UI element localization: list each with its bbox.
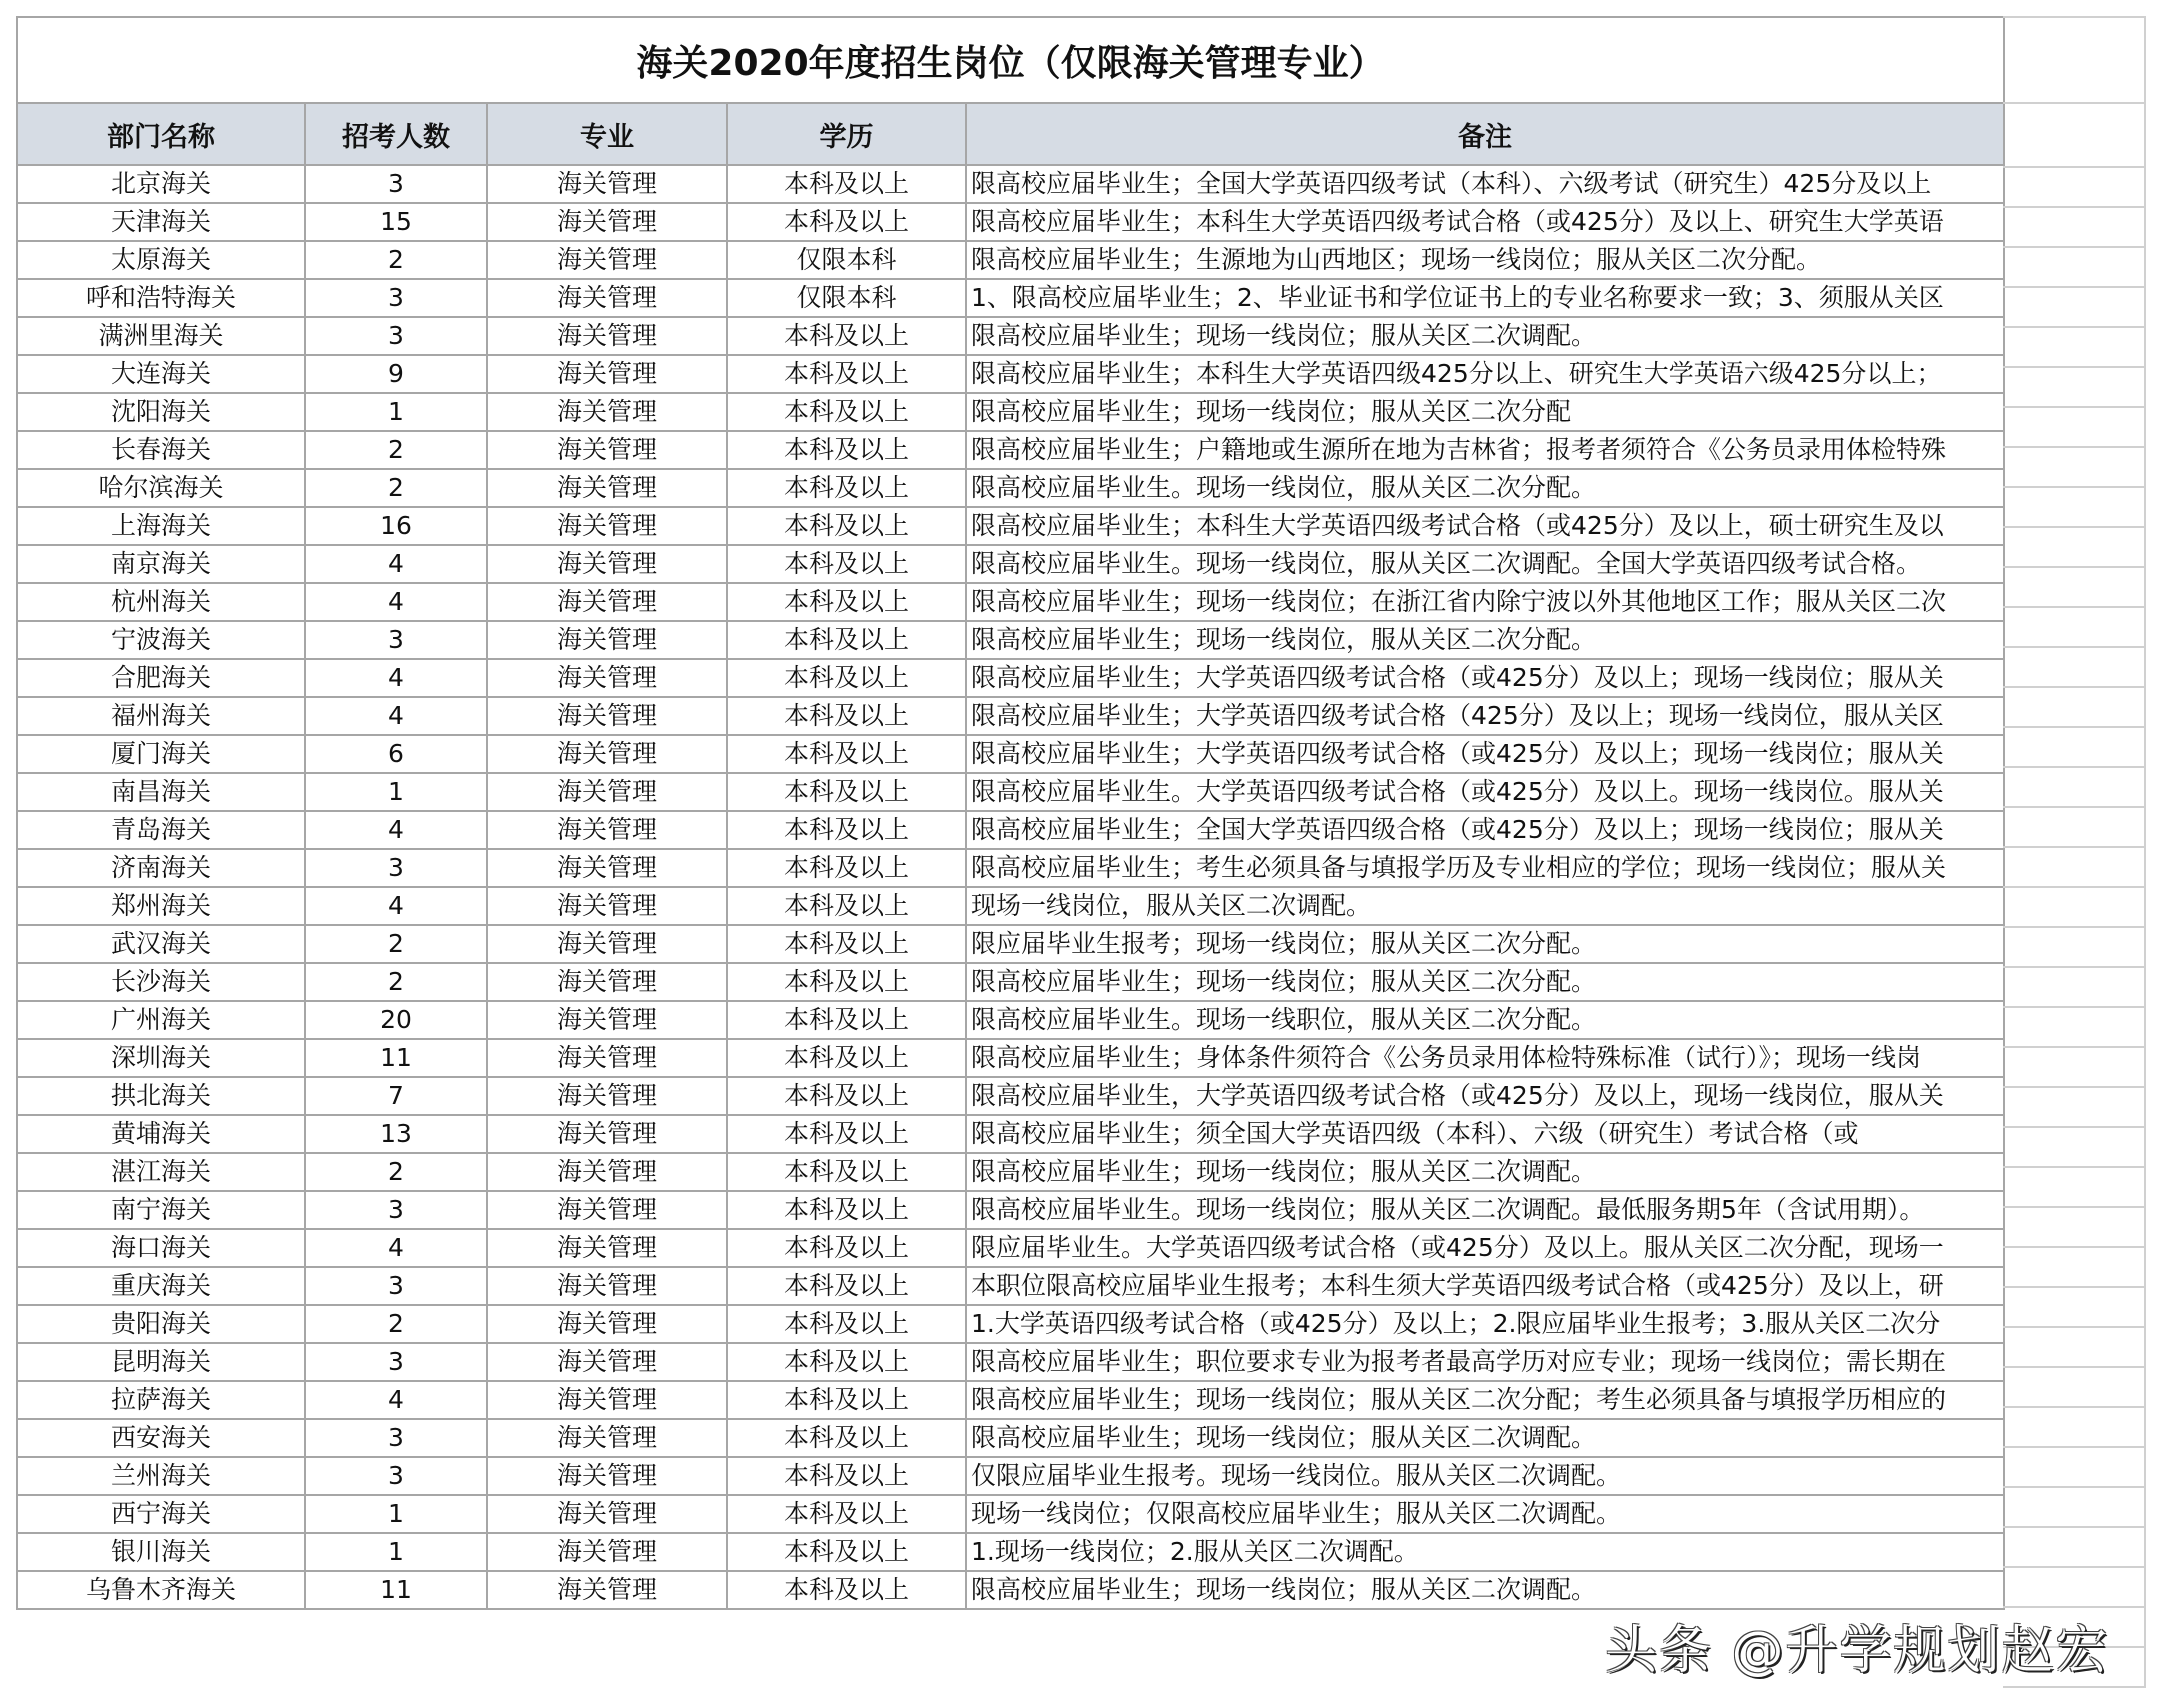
major-cell[interactable]: 海关管理 bbox=[487, 1571, 727, 1609]
empty-cell[interactable] bbox=[2003, 448, 2146, 488]
department-cell[interactable]: 广州海关 bbox=[17, 1001, 305, 1039]
department-cell[interactable]: 青岛海关 bbox=[17, 811, 305, 849]
remarks-cell[interactable]: 限高校应届毕业生；全国大学英语四级合格（或425分）及以上；现场一线岗位；服从关 bbox=[966, 811, 2004, 849]
remarks-cell[interactable]: 限高校应届毕业生；现场一线岗位；服从关区二次调配。 bbox=[966, 317, 2004, 355]
education-cell[interactable]: 本科及以上 bbox=[727, 1153, 966, 1191]
count-cell[interactable]: 3 bbox=[305, 1267, 487, 1305]
watermark: 头条 @升学规划赵宏 bbox=[1605, 1621, 2110, 1681]
empty-cell[interactable] bbox=[2003, 1448, 2146, 1488]
major-cell[interactable]: 海关管理 bbox=[487, 773, 727, 811]
empty-cell[interactable] bbox=[2003, 248, 2146, 288]
table-row bbox=[17, 1305, 2004, 1343]
major-cell[interactable]: 海关管理 bbox=[487, 393, 727, 431]
department-cell[interactable]: 满洲里海关 bbox=[17, 317, 305, 355]
count-cell[interactable]: 2 bbox=[305, 241, 487, 279]
table-row bbox=[17, 849, 2004, 887]
major-cell[interactable]: 海关管理 bbox=[487, 279, 727, 317]
column-header-major[interactable]: 专业 bbox=[487, 103, 727, 165]
count-cell[interactable]: 1 bbox=[305, 1495, 487, 1533]
major-cell[interactable]: 海关管理 bbox=[487, 1267, 727, 1305]
major-cell[interactable]: 海关管理 bbox=[487, 887, 727, 925]
table-row bbox=[17, 317, 2004, 355]
table-row bbox=[17, 507, 2004, 545]
remarks-cell[interactable]: 限应届毕业生报考；现场一线岗位；服从关区二次分配。 bbox=[966, 925, 2004, 963]
remarks-cell[interactable]: 限高校应届毕业生；身体条件须符合《公务员录用体检特殊标准（试行）》；现场一线岗 bbox=[966, 1039, 2004, 1077]
remarks-cell[interactable]: 限高校应届毕业生。现场一线岗位，服从关区二次调配。全国大学英语四级考试合格。 bbox=[966, 545, 2004, 583]
department-cell[interactable]: 湛江海关 bbox=[17, 1153, 305, 1191]
education-cell[interactable]: 本科及以上 bbox=[727, 1267, 966, 1305]
major-cell[interactable]: 海关管理 bbox=[487, 1419, 727, 1457]
education-cell[interactable]: 本科及以上 bbox=[727, 583, 966, 621]
table-row bbox=[17, 1533, 2004, 1571]
count-cell[interactable]: 4 bbox=[305, 583, 487, 621]
department-cell[interactable]: 南昌海关 bbox=[17, 773, 305, 811]
table-row bbox=[17, 165, 2004, 203]
major-cell[interactable]: 海关管理 bbox=[487, 1001, 727, 1039]
remarks-cell[interactable]: 限高校应届毕业生；现场一线岗位；服从关区二次分配。 bbox=[966, 963, 2004, 1001]
count-cell[interactable]: 4 bbox=[305, 811, 487, 849]
education-cell[interactable]: 本科及以上 bbox=[727, 165, 966, 203]
department-cell[interactable]: 厦门海关 bbox=[17, 735, 305, 773]
count-cell[interactable]: 20 bbox=[305, 1001, 487, 1039]
major-cell[interactable]: 海关管理 bbox=[487, 165, 727, 203]
table-row bbox=[17, 431, 2004, 469]
education-cell[interactable]: 本科及以上 bbox=[727, 1115, 966, 1153]
department-cell[interactable]: 济南海关 bbox=[17, 849, 305, 887]
empty-cell[interactable] bbox=[2003, 1368, 2146, 1408]
table-row bbox=[17, 469, 2004, 507]
remarks-cell[interactable]: 1、限高校应届毕业生；2、毕业证书和学位证书上的专业名称要求一致；3、须服从关区 bbox=[966, 279, 2004, 317]
count-cell[interactable]: 4 bbox=[305, 659, 487, 697]
table-row bbox=[17, 583, 2004, 621]
major-cell[interactable]: 海关管理 bbox=[487, 241, 727, 279]
column-header-education[interactable]: 学历 bbox=[727, 103, 966, 165]
count-cell[interactable]: 1 bbox=[305, 393, 487, 431]
education-cell[interactable]: 本科及以上 bbox=[727, 1343, 966, 1381]
department-cell[interactable]: 深圳海关 bbox=[17, 1039, 305, 1077]
table-row bbox=[17, 1153, 2004, 1191]
major-cell[interactable]: 海关管理 bbox=[487, 1229, 727, 1267]
department-cell[interactable]: 大连海关 bbox=[17, 355, 305, 393]
table-row bbox=[17, 1419, 2004, 1457]
empty-cell[interactable] bbox=[2003, 208, 2146, 248]
count-cell[interactable]: 1 bbox=[305, 773, 487, 811]
remarks-cell[interactable]: 仅限应届毕业生报考。现场一线岗位。服从关区二次调配。 bbox=[966, 1457, 2004, 1495]
count-cell[interactable]: 2 bbox=[305, 1305, 487, 1343]
remarks-cell[interactable]: 限高校应届毕业生；大学英语四级考试合格（或425分）及以上；现场一线岗位；服从关 bbox=[966, 735, 2004, 773]
major-cell[interactable]: 海关管理 bbox=[487, 621, 727, 659]
table-row bbox=[17, 963, 2004, 1001]
remarks-cell[interactable]: 限高校应届毕业生。现场一线岗位，服从关区二次分配。 bbox=[966, 469, 2004, 507]
education-cell[interactable]: 本科及以上 bbox=[727, 621, 966, 659]
remarks-cell[interactable]: 限高校应届毕业生；考生必须具备与填报学历及专业相应的学位；现场一线岗位；服从关 bbox=[966, 849, 2004, 887]
count-cell[interactable]: 3 bbox=[305, 317, 487, 355]
empty-cell[interactable] bbox=[2003, 928, 2146, 968]
department-cell[interactable]: 福州海关 bbox=[17, 697, 305, 735]
count-cell[interactable]: 3 bbox=[305, 849, 487, 887]
department-cell[interactable]: 宁波海关 bbox=[17, 621, 305, 659]
count-cell[interactable]: 3 bbox=[305, 1343, 487, 1381]
empty-cell[interactable] bbox=[2003, 1048, 2146, 1088]
header-row bbox=[17, 103, 2004, 165]
empty-cell[interactable] bbox=[2003, 328, 2146, 368]
table-row bbox=[17, 279, 2004, 317]
department-cell[interactable]: 太原海关 bbox=[17, 241, 305, 279]
department-cell[interactable]: 长春海关 bbox=[17, 431, 305, 469]
empty-cell[interactable] bbox=[2003, 16, 2146, 104]
table-row bbox=[17, 393, 2004, 431]
remarks-cell[interactable]: 限高校应届毕业生；现场一线岗位；服从关区二次调配。 bbox=[966, 1571, 2004, 1609]
department-cell[interactable]: 贵阳海关 bbox=[17, 1305, 305, 1343]
table-row bbox=[17, 925, 2004, 963]
major-cell[interactable]: 海关管理 bbox=[487, 735, 727, 773]
major-cell[interactable]: 海关管理 bbox=[487, 697, 727, 735]
education-cell[interactable]: 本科及以上 bbox=[727, 1381, 966, 1419]
major-cell[interactable]: 海关管理 bbox=[487, 1457, 727, 1495]
education-cell[interactable]: 本科及以上 bbox=[727, 1419, 966, 1457]
major-cell[interactable]: 海关管理 bbox=[487, 1495, 727, 1533]
empty-cell[interactable] bbox=[2003, 888, 2146, 928]
count-cell[interactable]: 2 bbox=[305, 469, 487, 507]
education-cell[interactable]: 本科及以上 bbox=[727, 393, 966, 431]
table-row bbox=[17, 1571, 2004, 1609]
empty-cell[interactable] bbox=[2003, 1408, 2146, 1448]
empty-cell[interactable] bbox=[2003, 1128, 2146, 1168]
remarks-cell[interactable]: 限高校应届毕业生；全国大学英语四级考试（本科）、六级考试（研究生）425分及以上 bbox=[966, 165, 2004, 203]
table-row bbox=[17, 1191, 2004, 1229]
column-header-department[interactable]: 部门名称 bbox=[17, 103, 305, 165]
major-cell[interactable]: 海关管理 bbox=[487, 963, 727, 1001]
empty-cell[interactable] bbox=[2003, 1088, 2146, 1128]
remarks-cell[interactable]: 限高校应届毕业生。大学英语四级考试合格（或425分）及以上。现场一线岗位。服从关 bbox=[966, 773, 2004, 811]
empty-cell[interactable] bbox=[2003, 568, 2146, 608]
remarks-cell[interactable]: 限高校应届毕业生；现场一线岗位；服从关区二次调配。 bbox=[966, 1419, 2004, 1457]
remarks-cell[interactable]: 限高校应届毕业生；生源地为山西地区；现场一线岗位；服从关区二次分配。 bbox=[966, 241, 2004, 279]
empty-cell[interactable] bbox=[2003, 528, 2146, 568]
empty-cell[interactable] bbox=[2003, 688, 2146, 728]
remarks-cell[interactable]: 限高校应届毕业生，大学英语四级考试合格（或425分）及以上，现场一线岗位，服从关 bbox=[966, 1077, 2004, 1115]
education-cell[interactable]: 本科及以上 bbox=[727, 317, 966, 355]
table-row bbox=[17, 887, 2004, 925]
major-cell[interactable]: 海关管理 bbox=[487, 1343, 727, 1381]
table-row bbox=[17, 1495, 2004, 1533]
major-cell[interactable]: 海关管理 bbox=[487, 1077, 727, 1115]
education-cell[interactable]: 本科及以上 bbox=[727, 887, 966, 925]
count-cell[interactable]: 4 bbox=[305, 1381, 487, 1419]
education-cell[interactable]: 本科及以上 bbox=[727, 1039, 966, 1077]
major-cell[interactable]: 海关管理 bbox=[487, 849, 727, 887]
count-cell[interactable]: 3 bbox=[305, 621, 487, 659]
remarks-cell[interactable]: 限高校应届毕业生。现场一线职位，服从关区二次分配。 bbox=[966, 1001, 2004, 1039]
education-cell[interactable]: 本科及以上 bbox=[727, 1191, 966, 1229]
empty-cell[interactable] bbox=[2003, 1168, 2146, 1208]
education-cell[interactable]: 本科及以上 bbox=[727, 697, 966, 735]
count-cell[interactable]: 11 bbox=[305, 1571, 487, 1609]
education-cell[interactable]: 本科及以上 bbox=[727, 1495, 966, 1533]
remarks-cell[interactable]: 现场一线岗位，服从关区二次调配。 bbox=[966, 887, 2004, 925]
department-cell[interactable]: 拱北海关 bbox=[17, 1077, 305, 1115]
empty-cell[interactable] bbox=[2003, 368, 2146, 408]
education-cell[interactable]: 本科及以上 bbox=[727, 1001, 966, 1039]
empty-spreadsheet-column bbox=[2003, 16, 2146, 1688]
education-cell[interactable]: 本科及以上 bbox=[727, 431, 966, 469]
department-cell[interactable]: 银川海关 bbox=[17, 1533, 305, 1571]
table-row bbox=[17, 1457, 2004, 1495]
major-cell[interactable]: 海关管理 bbox=[487, 1533, 727, 1571]
count-cell[interactable]: 16 bbox=[305, 507, 487, 545]
education-cell[interactable]: 本科及以上 bbox=[727, 1457, 966, 1495]
count-cell[interactable]: 15 bbox=[305, 203, 487, 241]
department-cell[interactable]: 昆明海关 bbox=[17, 1343, 305, 1381]
remarks-cell[interactable]: 限高校应届毕业生；现场一线岗位；服从关区二次分配 bbox=[966, 393, 2004, 431]
education-cell[interactable]: 本科及以上 bbox=[727, 355, 966, 393]
major-cell[interactable]: 海关管理 bbox=[487, 317, 727, 355]
remarks-cell[interactable]: 限高校应届毕业生；本科生大学英语四级考试合格（或425分）及以上、研究生大学英语 bbox=[966, 203, 2004, 241]
count-cell[interactable]: 3 bbox=[305, 279, 487, 317]
department-cell[interactable]: 黄埔海关 bbox=[17, 1115, 305, 1153]
count-cell[interactable]: 4 bbox=[305, 1229, 487, 1267]
department-cell[interactable]: 重庆海关 bbox=[17, 1267, 305, 1305]
table-title: 海关2020年度招生岗位（仅限海关管理专业） bbox=[17, 17, 2004, 103]
department-cell[interactable]: 海口海关 bbox=[17, 1229, 305, 1267]
table-row bbox=[17, 203, 2004, 241]
column-header-count[interactable]: 招考人数 bbox=[305, 103, 487, 165]
department-cell[interactable]: 西安海关 bbox=[17, 1419, 305, 1457]
empty-cell[interactable] bbox=[2003, 1328, 2146, 1368]
major-cell[interactable]: 海关管理 bbox=[487, 1039, 727, 1077]
table-row bbox=[17, 1077, 2004, 1115]
education-cell[interactable]: 本科及以上 bbox=[727, 507, 966, 545]
empty-cell[interactable] bbox=[2003, 808, 2146, 848]
remarks-cell[interactable]: 限高校应届毕业生；大学英语四级考试合格（或425分）及以上；现场一线岗位；服从关 bbox=[966, 659, 2004, 697]
major-cell[interactable]: 海关管理 bbox=[487, 1305, 727, 1343]
education-cell[interactable]: 本科及以上 bbox=[727, 203, 966, 241]
department-cell[interactable]: 武汉海关 bbox=[17, 925, 305, 963]
count-cell[interactable]: 3 bbox=[305, 1419, 487, 1457]
count-cell[interactable]: 2 bbox=[305, 925, 487, 963]
empty-cell[interactable] bbox=[2003, 1288, 2146, 1328]
remarks-cell[interactable]: 限高校应届毕业生；本科生大学英语四级425分以上、研究生大学英语六级425分以上； bbox=[966, 355, 2004, 393]
count-cell[interactable]: 7 bbox=[305, 1077, 487, 1115]
table-row bbox=[17, 659, 2004, 697]
count-cell[interactable]: 13 bbox=[305, 1115, 487, 1153]
empty-cell[interactable] bbox=[2003, 648, 2146, 688]
education-cell[interactable]: 仅限本科 bbox=[727, 279, 966, 317]
major-cell[interactable]: 海关管理 bbox=[487, 355, 727, 393]
department-cell[interactable]: 合肥海关 bbox=[17, 659, 305, 697]
remarks-cell[interactable]: 限高校应届毕业生。现场一线岗位；服从关区二次调配。最低服务期5年（含试用期）。 bbox=[966, 1191, 2004, 1229]
major-cell[interactable]: 海关管理 bbox=[487, 1381, 727, 1419]
department-cell[interactable]: 南京海关 bbox=[17, 545, 305, 583]
department-cell[interactable]: 上海海关 bbox=[17, 507, 305, 545]
remarks-cell[interactable]: 本职位限高校应届毕业生报考；本科生须大学英语四级考试合格（或425分）及以上，研 bbox=[966, 1267, 2004, 1305]
empty-cell[interactable] bbox=[2003, 168, 2146, 208]
department-cell[interactable]: 乌鲁木齐海关 bbox=[17, 1571, 305, 1609]
education-cell[interactable]: 本科及以上 bbox=[727, 1077, 966, 1115]
table-row bbox=[17, 811, 2004, 849]
education-cell[interactable]: 本科及以上 bbox=[727, 1571, 966, 1609]
major-cell[interactable]: 海关管理 bbox=[487, 1115, 727, 1153]
empty-cell[interactable] bbox=[2003, 408, 2146, 448]
remarks-cell[interactable]: 限高校应届毕业生；本科生大学英语四级考试合格（或425分）及以上，硕士研究生及以 bbox=[966, 507, 2004, 545]
table-row bbox=[17, 1115, 2004, 1153]
empty-cell[interactable] bbox=[2003, 288, 2146, 328]
department-cell[interactable]: 长沙海关 bbox=[17, 963, 305, 1001]
major-cell[interactable]: 海关管理 bbox=[487, 469, 727, 507]
column-header-remarks[interactable]: 备注 bbox=[966, 103, 2004, 165]
education-cell[interactable]: 本科及以上 bbox=[727, 1533, 966, 1571]
remarks-cell[interactable]: 1.大学英语四级考试合格（或425分）及以上；2.限应届毕业生报考；3.服从关区二次分 bbox=[966, 1305, 2004, 1343]
table-row bbox=[17, 1267, 2004, 1305]
empty-cell[interactable] bbox=[2003, 968, 2146, 1008]
remarks-cell[interactable]: 限高校应届毕业生；大学英语四级考试合格（425分）及以上；现场一线岗位，服从关区 bbox=[966, 697, 2004, 735]
empty-cell[interactable] bbox=[2003, 1568, 2146, 1608]
table-row bbox=[17, 355, 2004, 393]
count-cell[interactable]: 6 bbox=[305, 735, 487, 773]
major-cell[interactable]: 海关管理 bbox=[487, 659, 727, 697]
remarks-cell[interactable]: 限高校应届毕业生；现场一线岗位；服从关区二次分配；考生必须具备与填报学历相应的 bbox=[966, 1381, 2004, 1419]
education-cell[interactable]: 本科及以上 bbox=[727, 469, 966, 507]
table-row bbox=[17, 1381, 2004, 1419]
department-cell[interactable]: 哈尔滨海关 bbox=[17, 469, 305, 507]
education-cell[interactable]: 本科及以上 bbox=[727, 659, 966, 697]
empty-cell[interactable] bbox=[2003, 1248, 2146, 1288]
table-row bbox=[17, 1343, 2004, 1381]
remarks-cell[interactable]: 限高校应届毕业生；职位要求专业为报考者最高学历对应专业；现场一线岗位；需长期在 bbox=[966, 1343, 2004, 1381]
remarks-cell[interactable]: 现场一线岗位；仅限高校应届毕业生；服从关区二次调配。 bbox=[966, 1495, 2004, 1533]
count-cell[interactable]: 2 bbox=[305, 1153, 487, 1191]
count-cell[interactable]: 4 bbox=[305, 545, 487, 583]
empty-cell[interactable] bbox=[2003, 608, 2146, 648]
table-row bbox=[17, 1229, 2004, 1267]
table-row bbox=[17, 1001, 2004, 1039]
education-cell[interactable]: 本科及以上 bbox=[727, 773, 966, 811]
count-cell[interactable]: 2 bbox=[305, 431, 487, 469]
table-row bbox=[17, 545, 2004, 583]
department-cell[interactable]: 天津海关 bbox=[17, 203, 305, 241]
education-cell[interactable]: 本科及以上 bbox=[727, 1305, 966, 1343]
count-cell[interactable]: 2 bbox=[305, 963, 487, 1001]
recruitment-table-sheet bbox=[16, 16, 2003, 1610]
empty-cell[interactable] bbox=[2003, 728, 2146, 768]
education-cell[interactable]: 仅限本科 bbox=[727, 241, 966, 279]
remarks-cell[interactable]: 限高校应届毕业生；现场一线岗位，服从关区二次分配。 bbox=[966, 621, 2004, 659]
major-cell[interactable]: 海关管理 bbox=[487, 203, 727, 241]
remarks-cell[interactable]: 限高校应届毕业生；现场一线岗位；在浙江省内除宁波以外其他地区工作；服从关区二次 bbox=[966, 583, 2004, 621]
empty-cell[interactable] bbox=[2003, 1488, 2146, 1528]
remarks-cell[interactable]: 1.现场一线岗位；2.服从关区二次调配。 bbox=[966, 1533, 2004, 1571]
count-cell[interactable]: 4 bbox=[305, 697, 487, 735]
education-cell[interactable]: 本科及以上 bbox=[727, 849, 966, 887]
table-row bbox=[17, 1039, 2004, 1077]
education-cell[interactable]: 本科及以上 bbox=[727, 1229, 966, 1267]
education-cell[interactable]: 本科及以上 bbox=[727, 925, 966, 963]
count-cell[interactable]: 11 bbox=[305, 1039, 487, 1077]
remarks-cell[interactable]: 限高校应届毕业生；现场一线岗位；服从关区二次调配。 bbox=[966, 1153, 2004, 1191]
major-cell[interactable]: 海关管理 bbox=[487, 811, 727, 849]
count-cell[interactable]: 3 bbox=[305, 165, 487, 203]
education-cell[interactable]: 本科及以上 bbox=[727, 735, 966, 773]
remarks-cell[interactable]: 限高校应届毕业生；户籍地或生源所在地为吉林省；报考者须符合《公务员录用体检特殊 bbox=[966, 431, 2004, 469]
table-row bbox=[17, 773, 2004, 811]
department-cell[interactable]: 拉萨海关 bbox=[17, 1381, 305, 1419]
empty-cell[interactable] bbox=[2003, 104, 2146, 168]
table-row bbox=[17, 697, 2004, 735]
count-cell[interactable]: 3 bbox=[305, 1457, 487, 1495]
count-cell[interactable]: 9 bbox=[305, 355, 487, 393]
empty-cell[interactable] bbox=[2003, 848, 2146, 888]
empty-cell[interactable] bbox=[2003, 1008, 2146, 1048]
education-cell[interactable]: 本科及以上 bbox=[727, 963, 966, 1001]
major-cell[interactable]: 海关管理 bbox=[487, 1153, 727, 1191]
count-cell[interactable]: 4 bbox=[305, 887, 487, 925]
empty-cell[interactable] bbox=[2003, 488, 2146, 528]
remarks-cell[interactable]: 限应届毕业生。大学英语四级考试合格（或425分）及以上。服从关区二次分配，现场一 bbox=[966, 1229, 2004, 1267]
empty-cell[interactable] bbox=[2003, 768, 2146, 808]
major-cell[interactable]: 海关管理 bbox=[487, 545, 727, 583]
major-cell[interactable]: 海关管理 bbox=[487, 431, 727, 469]
table-row bbox=[17, 621, 2004, 659]
education-cell[interactable]: 本科及以上 bbox=[727, 545, 966, 583]
department-cell[interactable]: 西宁海关 bbox=[17, 1495, 305, 1533]
count-cell[interactable]: 1 bbox=[305, 1533, 487, 1571]
department-cell[interactable]: 呼和浩特海关 bbox=[17, 279, 305, 317]
major-cell[interactable]: 海关管理 bbox=[487, 925, 727, 963]
department-cell[interactable]: 兰州海关 bbox=[17, 1457, 305, 1495]
table-row bbox=[17, 735, 2004, 773]
major-cell[interactable]: 海关管理 bbox=[487, 583, 727, 621]
empty-cell[interactable] bbox=[2003, 1208, 2146, 1248]
recruitment-table bbox=[16, 16, 2005, 1610]
department-cell[interactable]: 北京海关 bbox=[17, 165, 305, 203]
count-cell[interactable]: 3 bbox=[305, 1191, 487, 1229]
major-cell[interactable]: 海关管理 bbox=[487, 507, 727, 545]
major-cell[interactable]: 海关管理 bbox=[487, 1191, 727, 1229]
education-cell[interactable]: 本科及以上 bbox=[727, 811, 966, 849]
department-cell[interactable]: 南宁海关 bbox=[17, 1191, 305, 1229]
remarks-cell[interactable]: 限高校应届毕业生；须全国大学英语四级（本科）、六级（研究生）考试合格（或 bbox=[966, 1115, 2004, 1153]
department-cell[interactable]: 郑州海关 bbox=[17, 887, 305, 925]
table-row bbox=[17, 241, 2004, 279]
department-cell[interactable]: 沈阳海关 bbox=[17, 393, 305, 431]
department-cell[interactable]: 杭州海关 bbox=[17, 583, 305, 621]
empty-cell[interactable] bbox=[2003, 1528, 2146, 1568]
